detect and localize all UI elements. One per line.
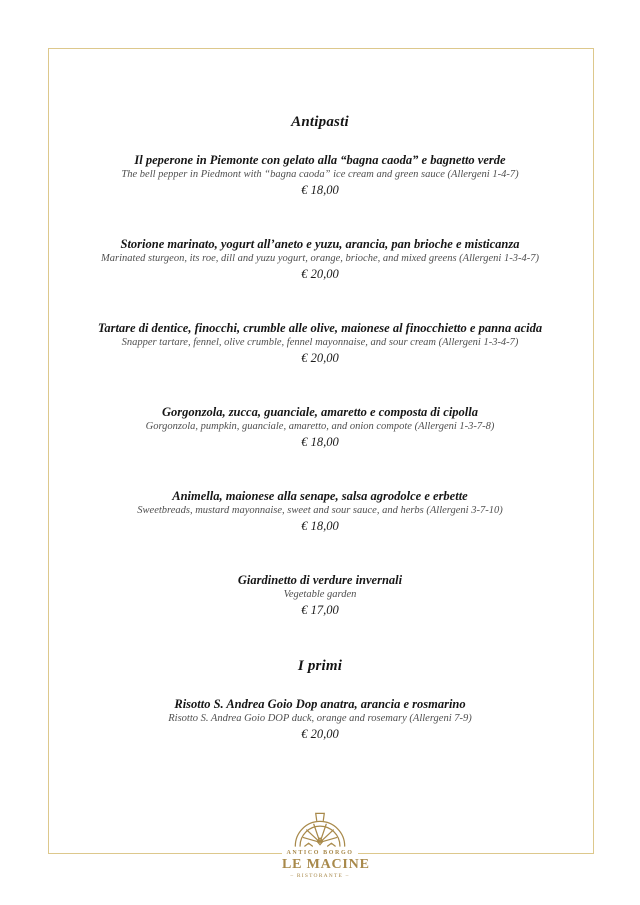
dish-title: Animella, maionese alla senape, salsa agrodolce e erbette (172, 489, 468, 503)
menu-content (60, 0, 580, 780)
logo-text-le-macine: LE MACINE (282, 857, 370, 872)
section-items (60, 696, 580, 742)
section-heading: Antipasti (291, 114, 349, 130)
dish-price: € 18,00 (301, 519, 339, 533)
dish-title: Gorgonzola, zucca, guanciale, amaretto e composta di cipolla (162, 405, 478, 419)
menu-item (60, 320, 580, 366)
dish-price: € 20,00 (301, 267, 339, 281)
restaurant-logo (282, 810, 370, 894)
dish-description: Marinated sturgeon, its roe, dill and yuzu yogurt, orange, brioche, and mixed greens (Allergeni 1-3-4-7) (101, 253, 539, 264)
mill-wheel-icon (292, 810, 348, 848)
dish-title: Giardinetto di verdure invernali (237, 573, 403, 587)
menu-item (60, 152, 580, 198)
menu-item (60, 696, 580, 742)
menu-item (60, 404, 580, 450)
section-items (60, 152, 580, 618)
dish-description: Risotto S. Andrea Goio DOP duck, orange and rosemary (Allergeni 7-9) (168, 713, 472, 724)
dish-description: Gorgonzola, pumpkin, guanciale, amaretto, and onion compote (Allergeni 1-3-7-8) (145, 421, 495, 432)
dish-description: Snapper tartare, fennel, olive crumble, fennel mayonnaise, and sour cream (Allergeni 1-3-4-7) (121, 337, 519, 348)
dish-description: Vegetable garden (283, 589, 357, 600)
menu-section (60, 112, 580, 618)
dish-price: € 20,00 (301, 727, 339, 741)
menu-item (60, 236, 580, 282)
dish-title: Storione marinato, yogurt all’aneto e yuzu, arancia, pan brioche e misticanza (120, 237, 520, 251)
dish-price: € 18,00 (301, 435, 339, 449)
dish-price: € 20,00 (301, 351, 339, 365)
dish-price: € 18,00 (301, 183, 339, 197)
dish-description: The bell pepper in Piedmont with “bagna caoda” ice cream and green sauce (Allergeni 1-4-7) (121, 169, 519, 180)
menu-section (60, 656, 580, 742)
logo-text-antico-borgo: ANTICO BORGO (286, 850, 354, 856)
dish-price: € 17,00 (301, 603, 339, 617)
dish-title: Risotto S. Andrea Goio Dop anatra, arancia e rosmarino (174, 697, 466, 711)
logo-text-ristorante: – RISTORANTE – (290, 873, 350, 879)
section-heading: I primi (297, 658, 343, 674)
dish-description: Sweetbreads, mustard mayonnaise, sweet and sour sauce, and herbs (Allergeni 3-7-10) (137, 505, 503, 516)
menu-item (60, 488, 580, 534)
dish-title: Tartare di dentice, finocchi, crumble alle olive, maionese al finocchietto e panna acida (97, 321, 543, 335)
dish-title: Il peperone in Piemonte con gelato alla “bagna caoda” e bagnetto verde (134, 153, 506, 167)
menu-item (60, 572, 580, 618)
